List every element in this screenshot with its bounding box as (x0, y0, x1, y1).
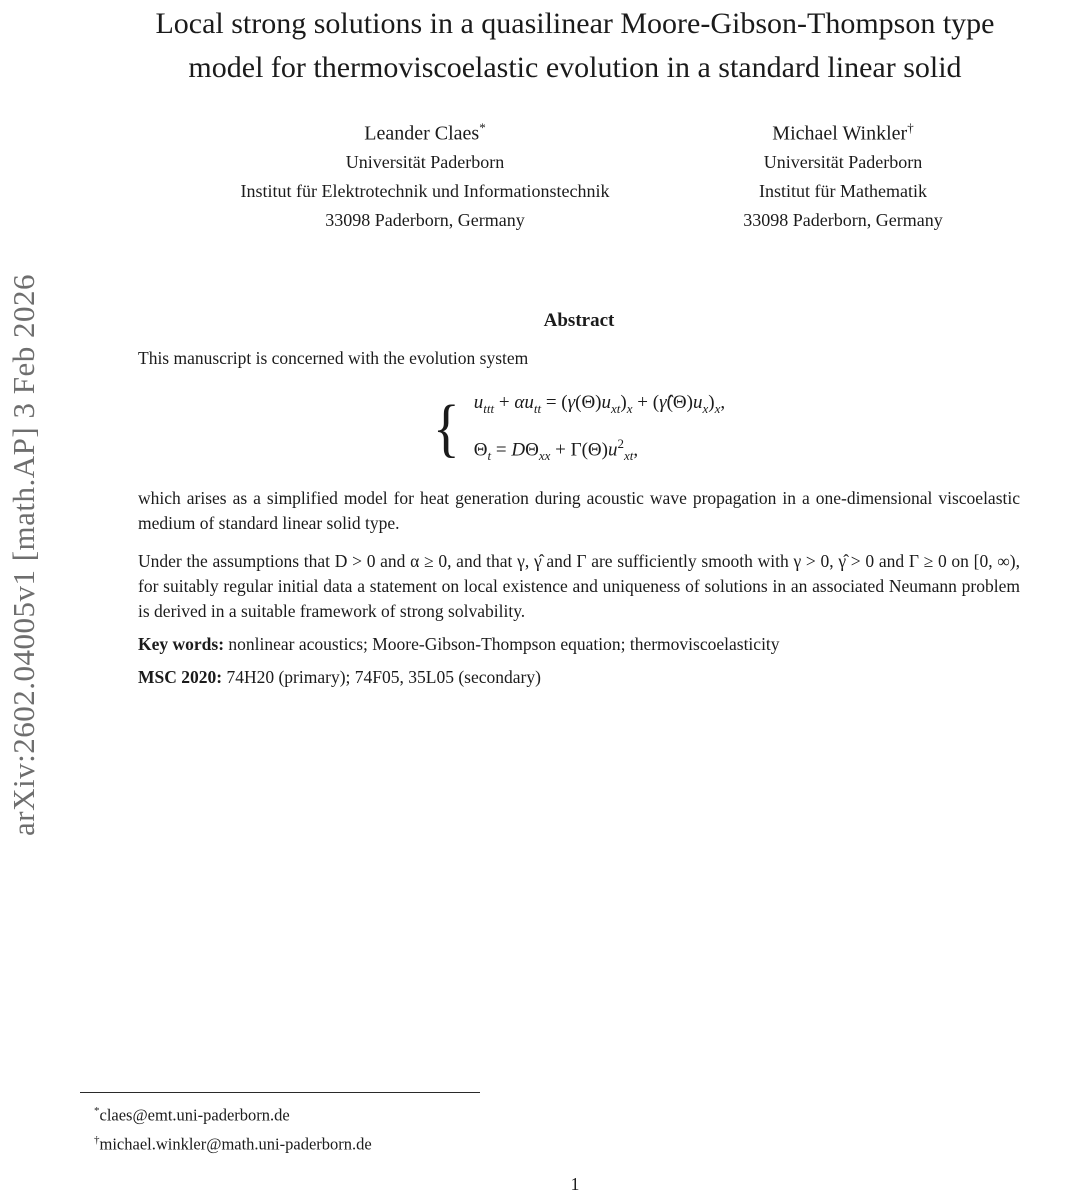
author-1-name-text: Leander Claes (364, 122, 480, 145)
author-1-name (145, 114, 705, 148)
abstract-paragraph-2: Under the assumptions that D > 0 and α ≥ 0, and that γ, γ̂ and Γ are sufficiently smooth with γ > 0, γ̂ > 0 and Γ ≥ 0 on [0, ∞), for suitably regular initial data a statement on local existence and uniqueness of solutions in an associated Neumann problem is derived in a suitable framework of strong solvability. (138, 550, 1020, 621)
author-2-name (678, 114, 1008, 148)
keywords-text: nonlinear acoustics; Moore-Gibson-Thompson equation; thermoviscoelasticity (228, 633, 780, 654)
footnote-area (80, 1092, 580, 1156)
keywords-label: Key words: (138, 633, 225, 654)
author-2-affiliation-1: Universität Paderborn (763, 151, 923, 172)
abstract-intro: This manuscript is concerned with the evolution system (138, 348, 529, 368)
footnote-1-email: claes@emt.uni-paderborn.de (99, 1105, 290, 1125)
author-1-affiliation-1: Universität Paderborn (345, 151, 505, 172)
author-1-affiliation-3: 33098 Paderborn, Germany (325, 209, 525, 230)
author-2-affiliation-2: Institut für Mathematik (759, 180, 927, 201)
equation-block (138, 385, 1020, 473)
footnote-1 (80, 1099, 580, 1128)
author-2-name-text: Michael Winkler (772, 122, 908, 145)
title-line-1: Local strong solutions in a quasilinear Moore-Gibson-Thompson type (155, 7, 995, 40)
author-1 (145, 114, 705, 235)
author-block (0, 114, 1070, 234)
footnote-2-mark: † (94, 1133, 100, 1146)
equation-wrap: { $u_{ttt} + \alpha u_{tt} = (\gamma(\Theta)u_{xt})_x$ + $(\gammâ(\Theta)u_x)_x$, $\Theta_t = D\Theta_{xx} + \Gamma(\Theta)u^2_{xt}$, (433, 385, 725, 473)
equation-line-2: $\Theta_t = D\Theta_{xx} + \Gamma(\Theta)u^2_{xt}$, (473, 435, 639, 463)
abstract-paragraph-1: which arises as a simplified model for heat generation during acoustic wave propagation in a one-dimensional viscoelastic medium of standard linear solid type. (138, 487, 1020, 533)
keywords-line (138, 632, 1020, 657)
abstract-section (138, 310, 1020, 690)
msc-line (138, 665, 1020, 690)
equation-line-1: $u_{ttt} + \alpha u_{tt} = (\gamma(\Theta)u_{xt})_x$ + $(\gammâ(\Theta)u_x)_x$, (473, 392, 726, 416)
title-line-2: model for thermoviscoelastic evolution in a standard linear solid (188, 51, 962, 84)
footnote-rule (80, 1092, 480, 1093)
arxiv-watermark: arXiv:2602.04005v1 [math.AP] 3 Feb 2026 (6, 274, 41, 836)
footnote-2 (80, 1128, 580, 1157)
page-number: 1 (570, 1174, 580, 1194)
author-2-footnote-mark: † (907, 120, 914, 135)
author-2 (678, 114, 1008, 235)
equation-lines (474, 385, 725, 473)
author-1-affiliation-2: Institut für Elektrotechnik und Informationstechnik (240, 180, 610, 201)
paper-title (0, 0, 1070, 90)
author-2-affiliation-3: 33098 Paderborn, Germany (743, 209, 943, 230)
author-1-footnote-mark: * (479, 120, 486, 135)
msc-label: MSC 2020: (138, 666, 223, 687)
msc-text: 74H20 (primary); 74F05, 35L05 (secondary) (226, 666, 541, 687)
abstract-heading: Abstract (543, 310, 615, 331)
footnote-2-email: michael.winkler@math.uni-paderborn.de (99, 1134, 372, 1153)
footnote-1-mark: * (94, 1105, 100, 1117)
